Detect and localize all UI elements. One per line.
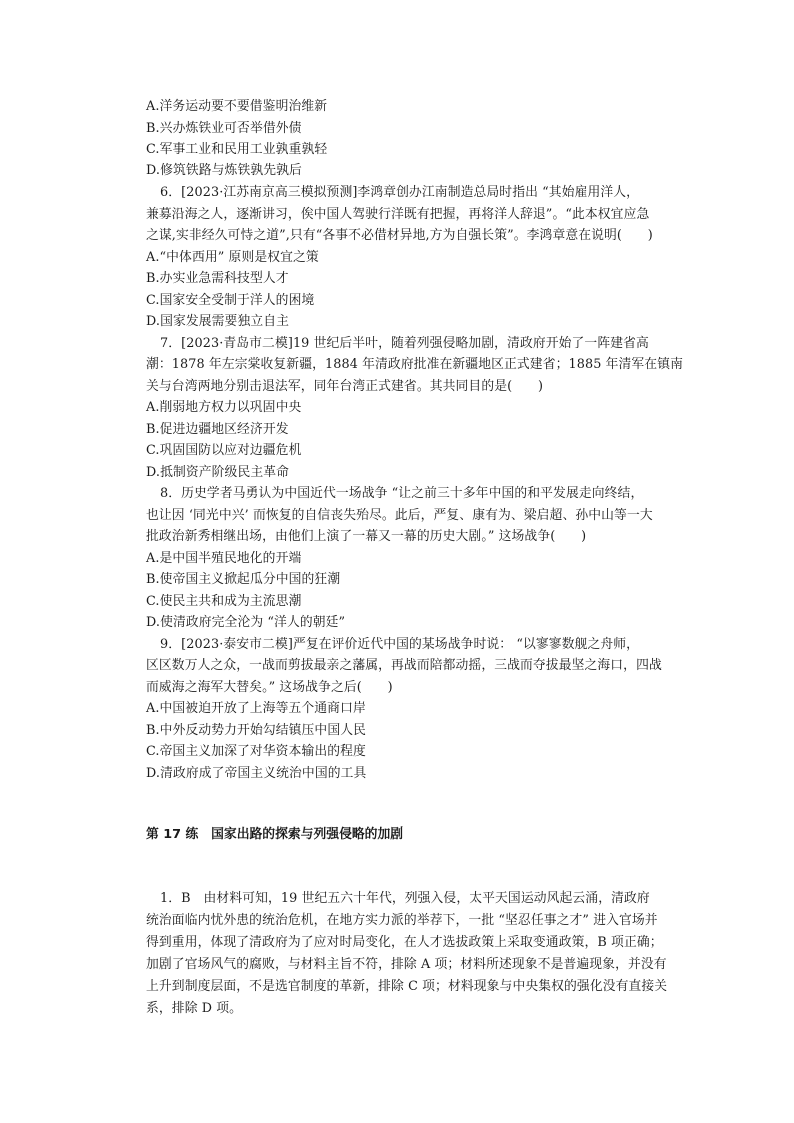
q5-option-d: D.修筑铁路与炼铁孰先孰后 <box>146 163 302 178</box>
answer-1-line-4: 加剧了官场风气的腐败，与材料主旨不符，排除 A 项；材料所述现象不是普遍现象，并没有 <box>146 957 667 972</box>
q7-stem-line-1: 7．[2023·青岛市二模]19 世纪后半叶，随着列强侵略加剧，清政府开始了一阵建省高 <box>160 336 649 351</box>
q9-option-c: C.帝国主义加深了对华资本输出的程度 <box>146 744 366 759</box>
q9-stem-line-2: 区区数万人之众，一战而剪拔最亲之藩属，再战而陪都动摇，三战而夺拔最坚之海口，四战 <box>146 658 662 673</box>
q7-option-b: B.促进边疆地区经济开发 <box>146 422 289 437</box>
q9-stem-line-1: 9．[2023·泰安市二模]严复在评价近代中国的某场战争时说： “以寥寥数舰之舟师， <box>160 637 640 652</box>
q5-option-a: A.洋务运动要不要借鉴明治维新 <box>146 99 328 114</box>
q7-option-a: A.削弱地方权力以巩固中央 <box>146 400 302 415</box>
q8-stem-line-2: 也让因 ‘同光中兴’ 而恢复的自信丧失殆尽。此后，严复、康有为、梁启超、孙中山等一大 <box>146 508 653 523</box>
q9-option-a: A.中国被迫开放了上海等五个通商口岸 <box>146 701 366 716</box>
q8-option-a: A.是中国半殖民地化的开端 <box>146 551 302 566</box>
q7-option-d: D.抵制资产阶级民主革命 <box>146 465 290 480</box>
q8-option-b: B.使帝国主义掀起瓜分中国的狂潮 <box>146 572 341 587</box>
q8-option-c: C.使民主共和成为主流思潮 <box>146 594 302 609</box>
answer-section-heading: 第 17 练 国家出路的探索与列强侵略的加剧 <box>146 827 404 842</box>
q6-option-c: C.国家安全受制于洋人的困境 <box>146 293 315 308</box>
q5-option-c: C.军事工业和民用工业孰重孰轻 <box>146 142 328 157</box>
q5-option-b: B.兴办炼铁业可否举借外债 <box>146 121 302 136</box>
answer-1-line-5: 上升到制度层面，不是选官制度的革新，排除 C 项；材料现象与中央集权的强化没有直接关 <box>146 979 668 994</box>
answer-1-line-6: 系，排除 D 项。 <box>146 1001 243 1016</box>
q8-stem-line-1: 8．历史学者马勇认为中国近代一场战争 “让之前三十多年中国的和平发展走向终结， <box>160 486 644 501</box>
q6-option-d: D.国家发展需要独立自主 <box>146 314 290 329</box>
q6-stem-line-1: 6．[2023·江苏南京高三模拟预测]李鸿章创办江南制造总局时指出 “其始雇用洋人， <box>160 185 640 200</box>
q8-stem-line-3: 批政治新秀相继出场，由他们上演了一幕又一幕的历史大剧。” 这场战争( ) <box>146 529 587 544</box>
q8-option-d: D.使清政府完全沦为 “洋人的朝廷” <box>146 615 346 630</box>
answer-1-line-3: 得到重用，体现了清政府为了应对时局变化，在人才选拔政策上采取变通政策，B 项正确； <box>146 935 663 950</box>
q6-option-b: B.办实业急需科技型人才 <box>146 271 289 286</box>
answer-1-line-2: 统治面临内忧外患的统治危机，在地方实力派的举荐下，一批 “坚忍任事之才” 进入官场并 <box>146 913 658 928</box>
q6-option-a: A.“中体西用” 原则是权宜之策 <box>146 250 319 265</box>
q7-stem-line-2: 潮：1878 年左宗棠收复新疆，1884 年清政府批准在新疆地区正式建省；1885 年清军在镇南 <box>146 357 684 372</box>
q7-stem-line-3: 关与台湾两地分别击退法军，同年台湾正式建省。其共同目的是( ) <box>146 379 544 394</box>
q9-option-b: B.中外反动势力开始勾结镇压中国人民 <box>146 723 367 738</box>
q9-option-d: D.清政府成了帝国主义统治中国的工具 <box>146 766 367 781</box>
q7-option-c: C.巩固国防以应对边疆危机 <box>146 443 302 458</box>
q6-stem-line-2: 兼募沿海之人，逐渐讲习，俟中国人驾驶行洋既有把握，再将洋人辞退”。“此本权宜应急 <box>146 207 650 222</box>
answer-1-line-1: 1．B 由材料可知，19 世纪五六十年代，列强入侵，太平天国运动风起云涌，清政府 <box>160 891 650 906</box>
q6-stem-line-3: 之谋,实非经久可恃之道”,只有“各事不必借材异地,方为自强长策”。李鸿章意在说明( ) <box>146 228 653 243</box>
q9-stem-line-3: 而威海之海军大替矣。” 这场战争之后( ) <box>146 680 393 695</box>
